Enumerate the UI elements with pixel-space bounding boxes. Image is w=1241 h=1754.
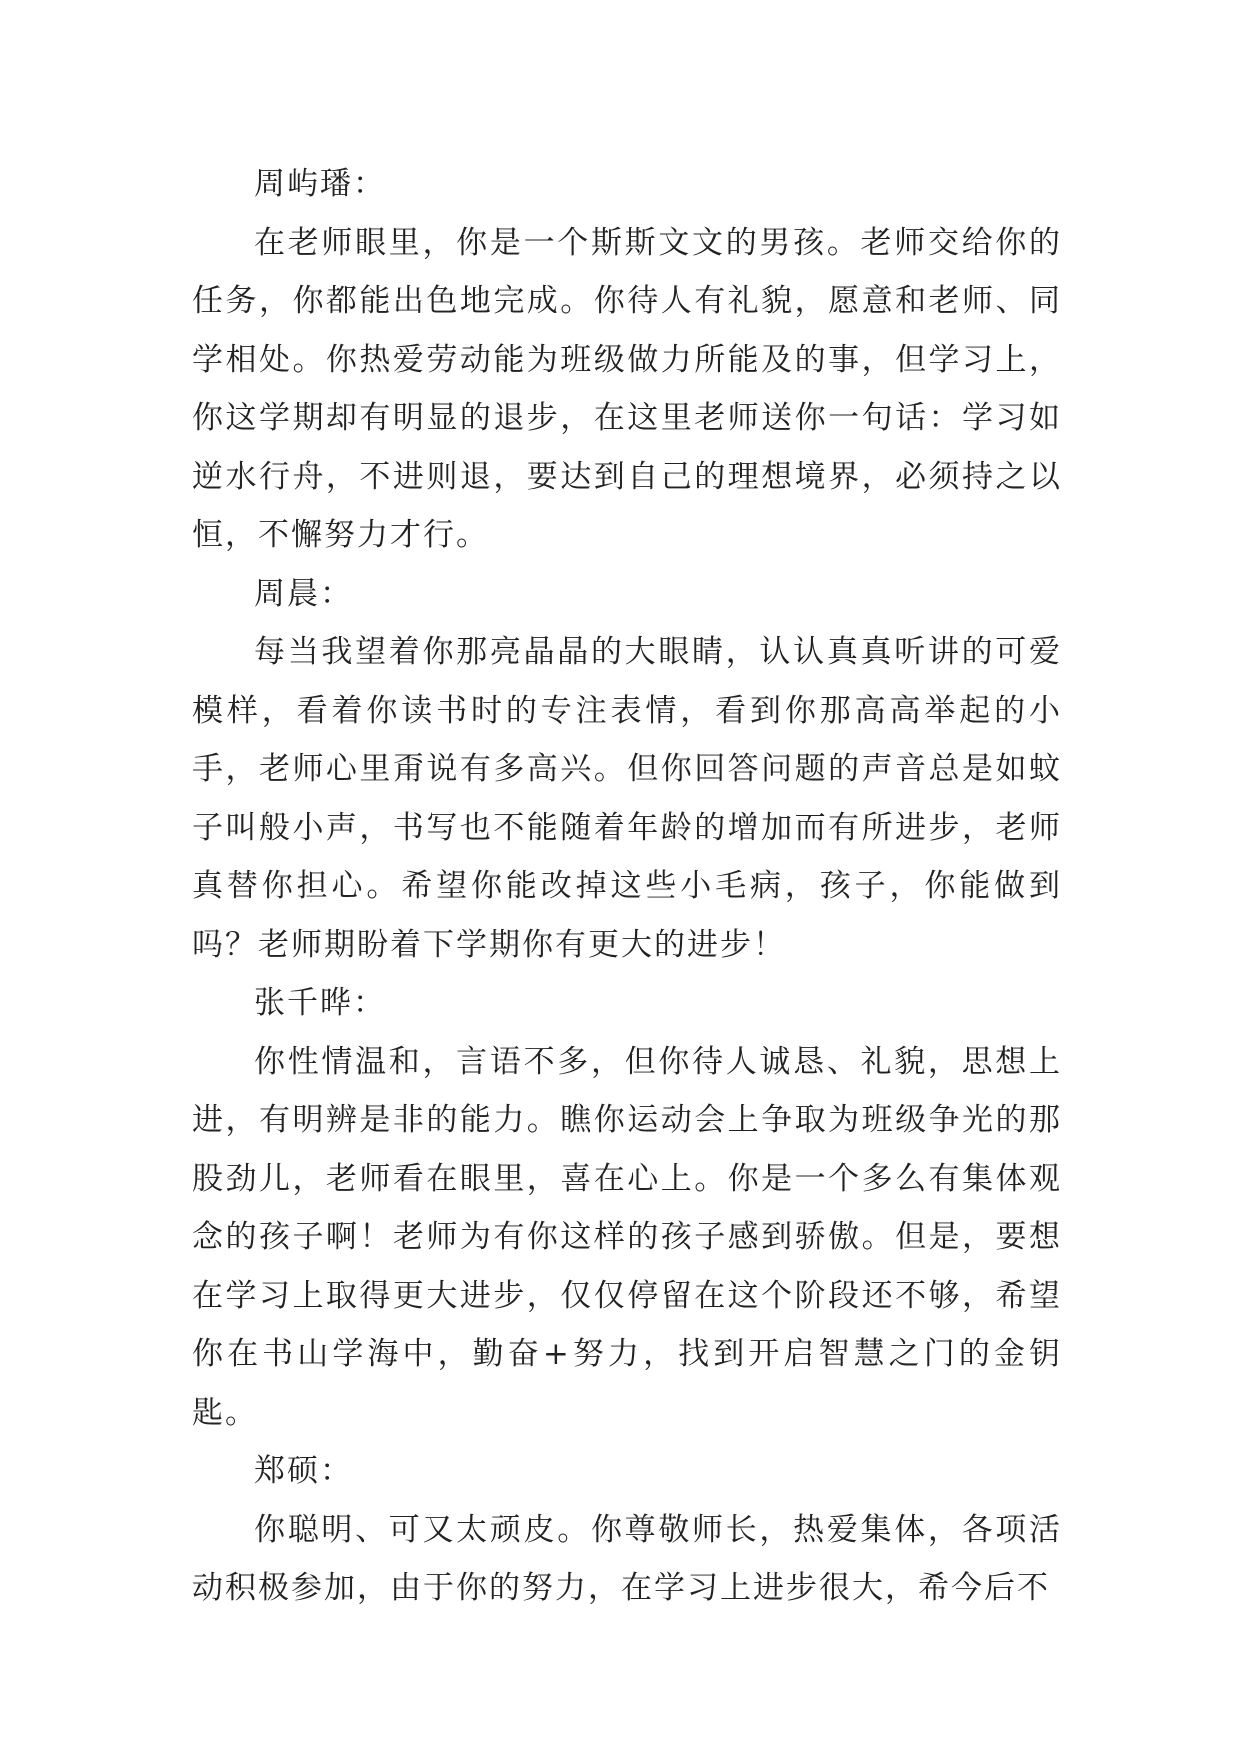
teacher-comment: 你性情温和，言语不多，但你待人诚恳、礼貌，思想上进，有明辨是非的能力。瞧你运动会上争取为班级争光的那股劲儿，老师看在眼里，喜在心上。你是一个多么有集体观念的孩子啊！老师为有你这样的孩子感到骄傲。但是，要想在学习上取得更大进步，仅仅停留在这个阶段还不够，希望你在书山学海中，勤奋+努力，找到开启智慧之门的金钥匙。 bbox=[192, 1043, 1062, 1431]
student-name: 周屿璠： bbox=[254, 166, 386, 202]
teacher-comment: 你聪明、可又太顽皮。你尊敬师长，热爱集体，各项活动积极参加，由于你的努力，在学习上进步很大，希今后不 bbox=[192, 1511, 1062, 1606]
document-body bbox=[192, 155, 1062, 1618]
teacher-comment: 每当我望着你那亮晶晶的大眼睛，认认真真听讲的可爱模样，看着你读书时的专注表情，看到你那高高举起的小手，老师心里甭说有多高兴。但你回答问题的声音总是如蚊子叫般小声，书写也不能随着年龄的增加而有所进步，老师真替你担心。希望你能改掉这些小毛病，孩子，你能做到吗？老师期盼着下学期你有更大的进步！ bbox=[192, 634, 1062, 963]
student-name: 张千晔： bbox=[254, 985, 386, 1021]
student-name: 周晨： bbox=[254, 575, 353, 612]
teacher-comment: 在老师眼里，你是一个斯斯文文的男孩。老师交给你的任务，你都能出色地完成。你待人有礼貌，愿意和老师、同学相处。你热爱劳动能为班级做力所能及的事，但学习上，你这学期却有明显的退步，在这里老师送你一句话：学习如逆水行舟，不进则退，要达到自己的理想境界，必须持之以恒，不懈努力才行。 bbox=[192, 224, 1062, 553]
student-name: 郑硕： bbox=[254, 1453, 353, 1489]
